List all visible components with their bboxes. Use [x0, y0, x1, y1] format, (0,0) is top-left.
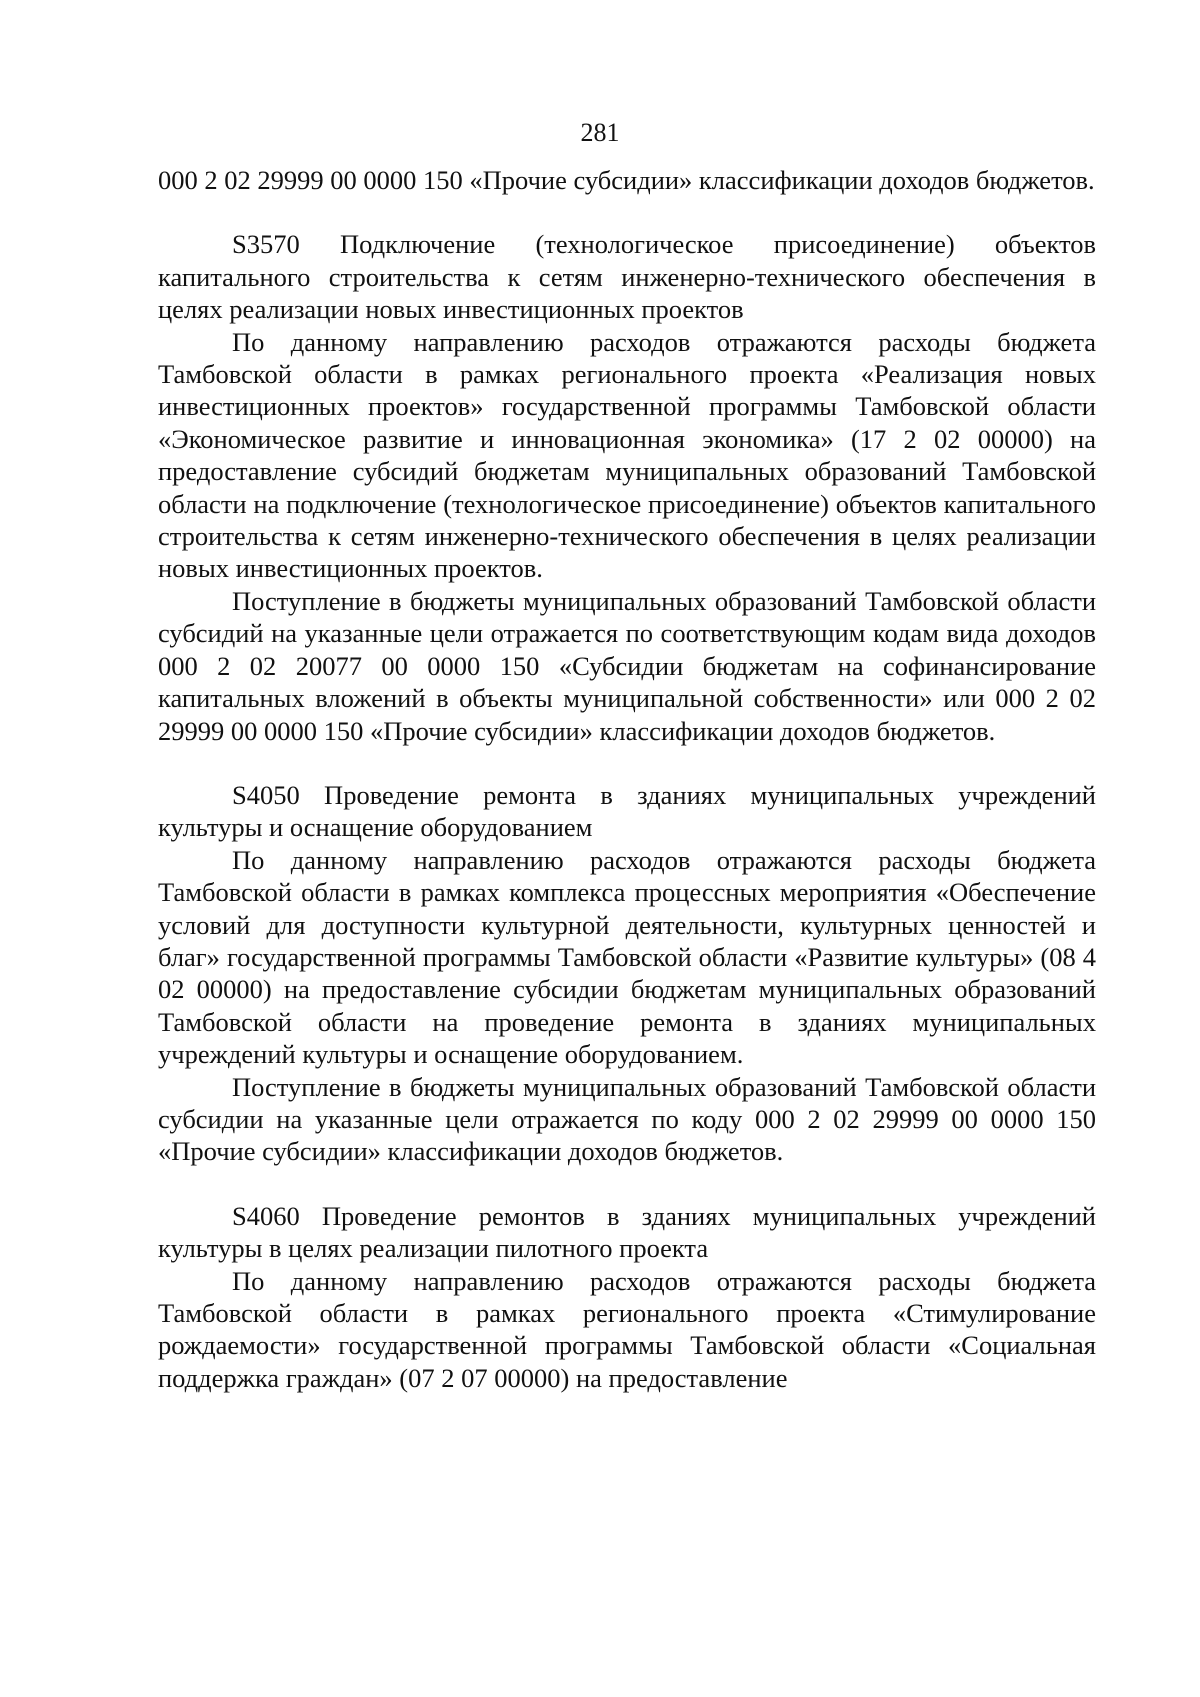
- paragraph-spacer: [158, 747, 1096, 779]
- paragraph: S3570 Подключение (технологическое присоединение) объектов капитального строительства к сетям инженерно-технического обеспечения в целях реализации новых инвестиционных проектов: [158, 229, 1096, 325]
- paragraph: 000 2 02 29999 00 0000 150 «Прочие субсидии» классификации доходов бюджетов.: [158, 165, 1095, 195]
- paragraph: Поступление в бюджеты муниципальных образований Тамбовской области субсидии на указанные цели отражается по коду 000 2 02 29999 00 0000 150 «Прочие субсидии» классификации доходов бюджетов.: [158, 1071, 1096, 1167]
- paragraph-spacer: [158, 196, 1096, 228]
- paragraph: По данному направлению расходов отражаются расходы бюджета Тамбовской области в рамках регионального проекта «Реализация новых инвестиционных проектов» государственной программы Тамбовской области «Экономическое развитие и инновационная экономика» (17 2 02 00000) на предоставление субсидий бюджетам муниципальных образований Тамбовской области на подключение (технологическое присоединение) объектов капитального строительства к сетям инженерно-технического обеспечения в целях реализации новых инвестиционных проектов.: [158, 326, 1096, 584]
- document-body: [158, 164, 1096, 1394]
- paragraph: S4060 Проведение ремонтов в зданиях муниципальных учреждений культуры в целях реализации пилотного проекта: [158, 1200, 1096, 1264]
- paragraph-spacer: [158, 1168, 1096, 1200]
- paragraph: Поступление в бюджеты муниципальных образований Тамбовской области субсидий на указанные цели отражается по соответствующим кодам вида доходов 000 2 02 20077 00 0000 150 «Субсидии бюджетам на софинансирование капитальных вложений в объекты муниципальной собственности» или 000 2 02 29999 00 0000 150 «Прочие субсидии» классификации доходов бюджетов.: [158, 585, 1096, 746]
- page-number: 281: [580, 118, 620, 147]
- paragraph: По данному направлению расходов отражаются расходы бюджета Тамбовской области в рамках регионального проекта «Стимулирование рождаемости» государственной программы Тамбовской области «Социальная поддержка граждан» (07 2 07 00000) на предоставление: [158, 1265, 1096, 1393]
- paragraph: По данному направлению расходов отражаются расходы бюджета Тамбовской области в рамках комплекса процессных мероприятия «Обеспечение условий для доступности культурной деятельности, культурных ценностей и благ» государственной программы Тамбовской области «Развитие культуры» (08 4 02 00000) на предоставление субсидии бюджетам муниципальных образований Тамбовской области на проведение ремонта в зданиях муниципальных учреждений культуры и оснащение оборудованием.: [158, 844, 1096, 1070]
- paragraph: S4050 Проведение ремонта в зданиях муниципальных учреждений культуры и оснащение оборудованием: [158, 779, 1096, 843]
